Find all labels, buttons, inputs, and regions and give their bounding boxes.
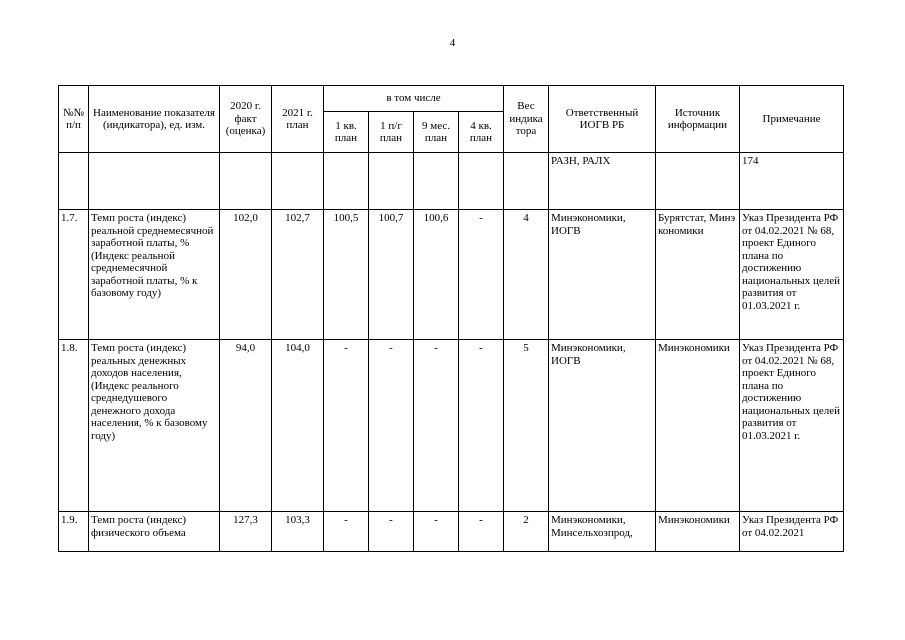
header-including: в том числе	[324, 86, 504, 112]
cell-q4: -	[459, 512, 504, 552]
cell-h1: -	[369, 512, 414, 552]
cell-source: Минэкономики	[656, 340, 740, 512]
cell-num	[59, 153, 89, 210]
cell-q1: -	[324, 340, 369, 512]
cell-responsible: Минэкономики, Минсельхозпрод,	[549, 512, 656, 552]
indicators-table	[58, 85, 844, 552]
cell-name: Темп роста (индекс) физического объема	[89, 512, 220, 552]
table-row	[59, 340, 844, 512]
cell-9m	[414, 153, 459, 210]
cell-plan-2021	[272, 153, 324, 210]
cell-plan-2021: 103,3	[272, 512, 324, 552]
cell-responsible: Минэкономики, ИОГВ	[549, 210, 656, 340]
cell-note: 174	[740, 153, 844, 210]
cell-h1	[369, 153, 414, 210]
header-fact-2020: 2020 г. факт (оценка)	[220, 86, 272, 153]
cell-weight: 2	[504, 512, 549, 552]
table-row	[59, 512, 844, 552]
cell-q4: -	[459, 340, 504, 512]
cell-fact-2020: 127,3	[220, 512, 272, 552]
header-h1: 1 п/г план	[369, 112, 414, 153]
cell-9m: -	[414, 340, 459, 512]
cell-source: Минэкономики	[656, 512, 740, 552]
cell-responsible: РАЗН, РАЛХ	[549, 153, 656, 210]
cell-num: 1.7.	[59, 210, 89, 340]
cell-note: Указ Президента РФ от 04.02.2021 № 68, проект Единого плана по достижению национальных целей развития от 01.03.2021 г.	[740, 210, 844, 340]
cell-q1: 100,5	[324, 210, 369, 340]
header-responsible: Ответственный ИОГВ РБ	[549, 86, 656, 153]
cell-name: Темп роста (индекс) реальных денежных доходов населения, (Индекс реального среднедушевого денежного дохода населения, % к базовому году)	[89, 340, 220, 512]
cell-h1: 100,7	[369, 210, 414, 340]
cell-num: 1.8.	[59, 340, 89, 512]
cell-fact-2020: 102,0	[220, 210, 272, 340]
header-note: Примечание	[740, 86, 844, 153]
cell-note: Указ Президента РФ от 04.02.2021	[740, 512, 844, 552]
cell-q4: -	[459, 210, 504, 340]
cell-weight: 4	[504, 210, 549, 340]
cell-num: 1.9.	[59, 512, 89, 552]
header-q4: 4 кв. план	[459, 112, 504, 153]
cell-source	[656, 153, 740, 210]
cell-9m: -	[414, 512, 459, 552]
page-number: 4	[449, 37, 456, 49]
cell-fact-2020	[220, 153, 272, 210]
cell-h1: -	[369, 340, 414, 512]
header-weight: Вес индика тора	[504, 86, 549, 153]
cell-q1	[324, 153, 369, 210]
cell-name	[89, 153, 220, 210]
table-row	[59, 210, 844, 340]
cell-responsible: Минэкономики, ИОГВ	[549, 340, 656, 512]
header-q1: 1 кв. план	[324, 112, 369, 153]
cell-source: Бурятстат, Минэкономики	[656, 210, 740, 340]
cell-plan-2021: 102,7	[272, 210, 324, 340]
cell-note: Указ Президента РФ от 04.02.2021 № 68, проект Единого плана по достижению национальных целей развития от 01.03.2021 г.	[740, 340, 844, 512]
header-source: Источник информации	[656, 86, 740, 153]
header-plan-2021: 2021 г. план	[272, 86, 324, 153]
header-num: №№ п/п	[59, 86, 89, 153]
cell-fact-2020: 94,0	[220, 340, 272, 512]
cell-weight: 5	[504, 340, 549, 512]
header-name: Наименование показателя (индикатора), ед. изм.	[89, 86, 220, 153]
cell-name: Темп роста (индекс) реальной среднемесячной заработной платы, % (Индекс реальной среднемесячной заработной платы, % к базовому году)	[89, 210, 220, 340]
cell-q1: -	[324, 512, 369, 552]
header-9m: 9 мес. план	[414, 112, 459, 153]
cell-plan-2021: 104,0	[272, 340, 324, 512]
cell-q4	[459, 153, 504, 210]
table-row	[59, 153, 844, 210]
cell-9m: 100,6	[414, 210, 459, 340]
cell-weight	[504, 153, 549, 210]
